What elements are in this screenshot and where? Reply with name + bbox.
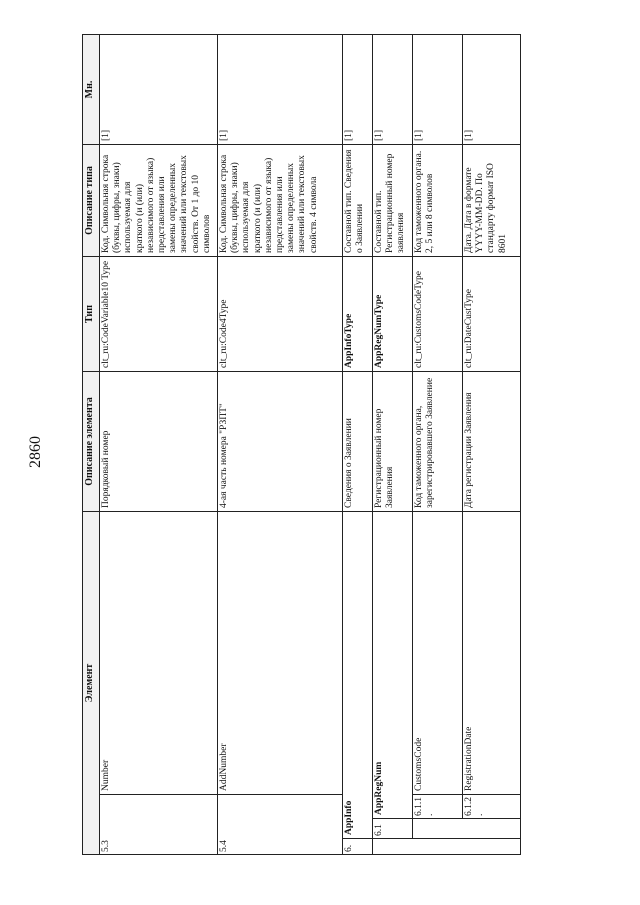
- multiplicity: [1]: [413, 35, 463, 145]
- type-description: Код. Символьная строка (буквы, цифры, знаки) используемая для краткого (и (или) независимого от языка) представления или замены определенных значений или текстовых свойств. 4 символа: [218, 145, 343, 257]
- element-description: Сведения о Заявлении: [343, 372, 373, 512]
- multiplicity: [1]: [373, 35, 413, 145]
- type-name: clt_ru:Code4Type: [218, 257, 343, 372]
- header-element: Элемент: [83, 512, 100, 855]
- multiplicity: [1]: [100, 35, 218, 145]
- table-row: [373, 35, 413, 855]
- element-description: Порядковый номер: [100, 372, 218, 512]
- type-name: clt_ru:CodeVariable10 Type: [100, 257, 218, 372]
- document-sheet: [82, 35, 582, 855]
- type-description: Дата. Дата в формате YYYY-MM-DD. По стандарту формат ISO 8601: [463, 145, 521, 257]
- table-row: [343, 35, 373, 855]
- table-row: [413, 35, 463, 855]
- table-header-row: [83, 35, 100, 855]
- table-row: [463, 35, 521, 855]
- row-number: 6.1.2.: [463, 795, 521, 819]
- type-description: Код таможенного органа. 2, 5 или 8 символов: [413, 145, 463, 257]
- type-description: Составной тип. Регистрационный номер заявления: [373, 145, 413, 257]
- type-name: AppInfoType: [343, 257, 373, 372]
- type-description: Составной тип. Сведения о Заявлении: [343, 145, 373, 257]
- element-name: Number: [100, 512, 218, 795]
- element-description: Код таможенного органа, зарегистрировавшего Заявление: [413, 372, 463, 512]
- header-type-desc: Описание типа: [83, 145, 100, 257]
- multiplicity: [1]: [218, 35, 343, 145]
- header-mn: Мн.: [83, 35, 100, 145]
- type-description: Код. Символьная строка (буквы, цифры, знаки) используемая для краткого (и (или) независимого от языка) представления или замены определенных значений или текстовых свойств. От 1 до 10 символов: [100, 145, 218, 257]
- multiplicity: [1]: [343, 35, 373, 145]
- table-row: [100, 35, 218, 855]
- type-name: AppRegNumType: [373, 257, 413, 372]
- header-element-desc: Описание элемента: [83, 372, 100, 512]
- element-description: Регистрационный номер Заявления: [373, 372, 413, 512]
- element-description: Дата регистрации Заявления: [463, 372, 521, 512]
- page-number: 2860: [27, 436, 44, 468]
- row-number: 6.1.1.: [413, 795, 463, 819]
- schema-table: [82, 34, 521, 855]
- header-type: Тип: [83, 257, 100, 372]
- row-number: 6.: [343, 839, 373, 855]
- table-row: [218, 35, 343, 855]
- element-name: AppRegNum: [373, 512, 413, 819]
- element-name: AddNumber: [218, 512, 343, 795]
- multiplicity: [1]: [463, 35, 521, 145]
- element-description: 4-ая часть номера "РЗПТ": [218, 372, 343, 512]
- row-number: 6.1: [373, 819, 413, 839]
- rotated-table-wrapper: [82, 35, 582, 855]
- row-number: 5.4: [219, 840, 229, 852]
- element-name: CustomsCode: [413, 512, 463, 795]
- element-name: RegistrationDate: [463, 512, 521, 795]
- row-number: 5.3: [101, 840, 111, 852]
- element-name: AppInfo: [343, 512, 373, 839]
- type-name: clt_ru:CustomsCodeType: [413, 257, 463, 372]
- type-name: clt_ru:DateCustType: [463, 257, 521, 372]
